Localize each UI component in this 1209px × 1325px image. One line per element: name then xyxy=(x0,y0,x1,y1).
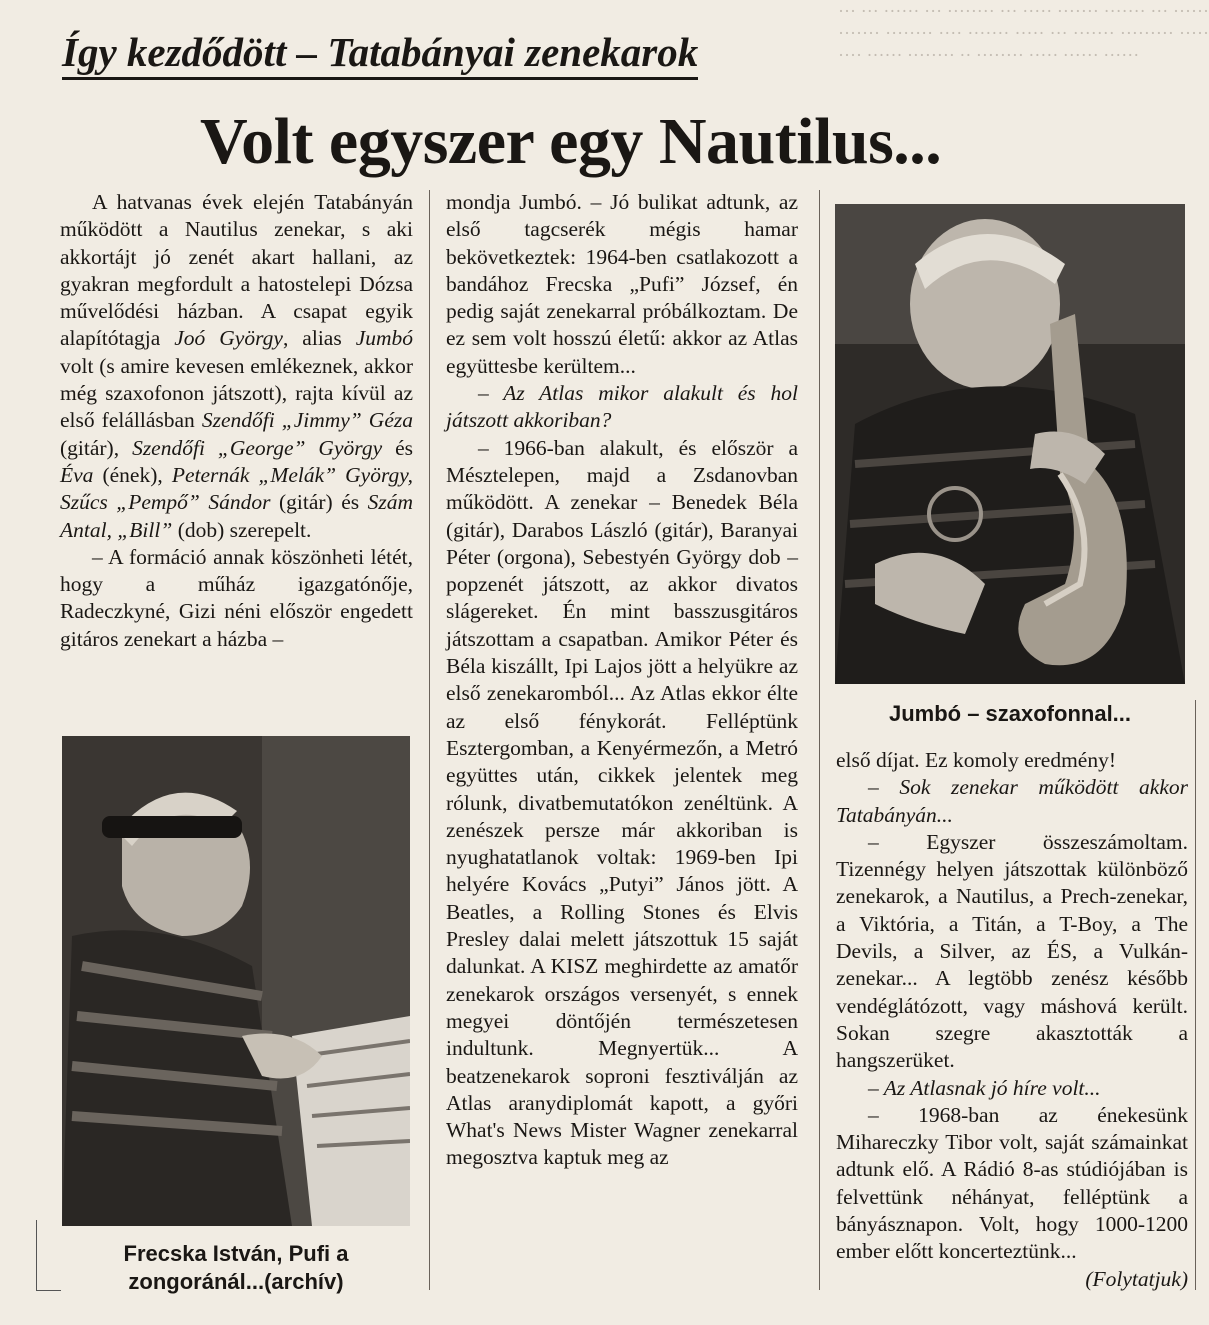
column-1 xyxy=(60,189,413,653)
continuation-note: (Folytatjuk) xyxy=(1085,1266,1188,1291)
pianist-photo-graphic xyxy=(62,736,410,1226)
column-rule xyxy=(819,190,820,1290)
paragraph: mondja Jumbó. – Jó bulikat adtunk, az első tagcserék mégis hamar bekövetkeztek: 1964-ben csatlakozott a bandához Frecska „Pufi” József, én pedig saját zenekarral próbálkoztam. De ez sem volt hosszú életű: akkor az Atlas együttesbe kerültem... xyxy=(446,190,798,378)
paragraph: – Egyszer összeszámoltam. Tizennégy helyen játszottak különböző zenekarok, a Nautilus, a Prech-zenekar, a Viktória, a Titán, a T-Boy, a The Devils, a Silver, az ÉS, a Vulkán-zenekar... A legtöbb zenész később vendéglátózott, vagy máshová került. Sokan szegre akasztották a hangszerüket. xyxy=(836,829,1188,1073)
photo-saxophonist xyxy=(835,204,1185,684)
paragraph: A hatvanas évek elején Tatabányán működött a Nautilus zenekar, s aki akkortájt jó zenét akart hallani, az gyakran megfordult a hatostelepi Dózsa művelődési házban. A csapat egyik alapítótagja Joó György, alias Jumbó volt (s amire kevesen emlékeznek, akkor még szaxofonon játszott), rajta kívül az első felállásban Szendőfi „Jimmy” Géza (gitár), Szendőfi „George” György és Éva (ének), Peternák „Melák” György, Szűcs „Pempő” Sándor (gitár) és Szám Antal, „Bill” (dob) szerepelt. xyxy=(60,190,414,542)
photo-caption-pianist: Frecska István, Pufi a zongoránál...(archív) xyxy=(123,1241,349,1294)
photo-pianist xyxy=(62,736,410,1226)
column-rule xyxy=(429,190,430,1290)
crop-corner-mark xyxy=(36,1220,61,1291)
paragraph: – 1968-ban az énekesünk Mihareczky Tibor volt, saját számainkat adtunk elő. A Rádió 8-as stúdiójában is felvettünk néhányat, felléptünk a bányásznapon. Volt, hogy 1000-1200 ember előtt koncerteztünk... xyxy=(836,1102,1188,1264)
article-kicker: Így kezdődött – Tatabányai zenekarok xyxy=(62,28,698,80)
column-2 xyxy=(446,189,798,1172)
question: – Sok zenekar működött akkor Tatabányán... xyxy=(836,775,1188,827)
article-headline: Volt egyszer egy Nautilus... xyxy=(200,105,942,178)
column-3 xyxy=(836,747,1188,1293)
paragraph: – A formáció annak köszönheti létét, hogy a műház igazgatónője, Radeczkyné, Gizi néni először engedett gitáros zenekart a házba – xyxy=(60,544,413,651)
column-rule xyxy=(1195,700,1196,1290)
paragraph: első díjat. Ez komoly eredmény! xyxy=(836,748,1117,772)
photo-caption-saxophonist: Jumbó – szaxofonnal... xyxy=(888,701,1132,726)
faded-adjacent-column: ··· ··· ······ ··· ········ ··· ····· ······· ······· ··· ······ ······· ········ ···· ······· ····· ··· ······· ········· ····· ···· ······ ········ ·· ········ ····· ······ ······ xyxy=(838,1,1209,65)
question: – Az Atlas mikor alakult és hol játszott akkoriban? xyxy=(446,381,798,433)
question: – Az Atlasnak jó híre volt... xyxy=(868,1075,1101,1100)
saxophonist-photo-graphic xyxy=(835,204,1185,684)
paragraph: – 1966-ban alakult, és először a Mésztelepen, majd a Zsdanovban működött. A zenekar – Benedek Béla (gitár), Darabos László (gitár), Baranyai Péter (orgona), Sebestyén György dob – popzenét játszott, az akkor divatos slágereket. Én mint basszusgitáros játszottam a csapatban. Amikor Péter és Béla kiszállt, Ipi Lajos jött a helyükre az első zenekaromból... Az Atlas ekkor élte az első fénykorát. Felléptünk Esztergomban, a Kenyérmezőn, a Metró együttes után, cikkek jelentek meg rólunk, divatbemutatókon zenéltünk. A zenészek persze már akkoriban is nyughatatlanok voltak: 1969-ben Ipi helyére Kovács „Putyi” János jött. A Beatles, a Rolling Stones és Elvis Presley dalai melett játszottuk 15 saját dalunkat. A KISZ meghirdette az amatőr zenekarok országos versenyét, s ennek megyei döntőjén természetesen indultunk. Megnyertük... A beatzenekarok soproni fesztiválján az Atlas aranydiplomát kapott, a győri What's News Mister Wagner zenekarral megosztva kaptuk meg az xyxy=(446,435,798,1170)
